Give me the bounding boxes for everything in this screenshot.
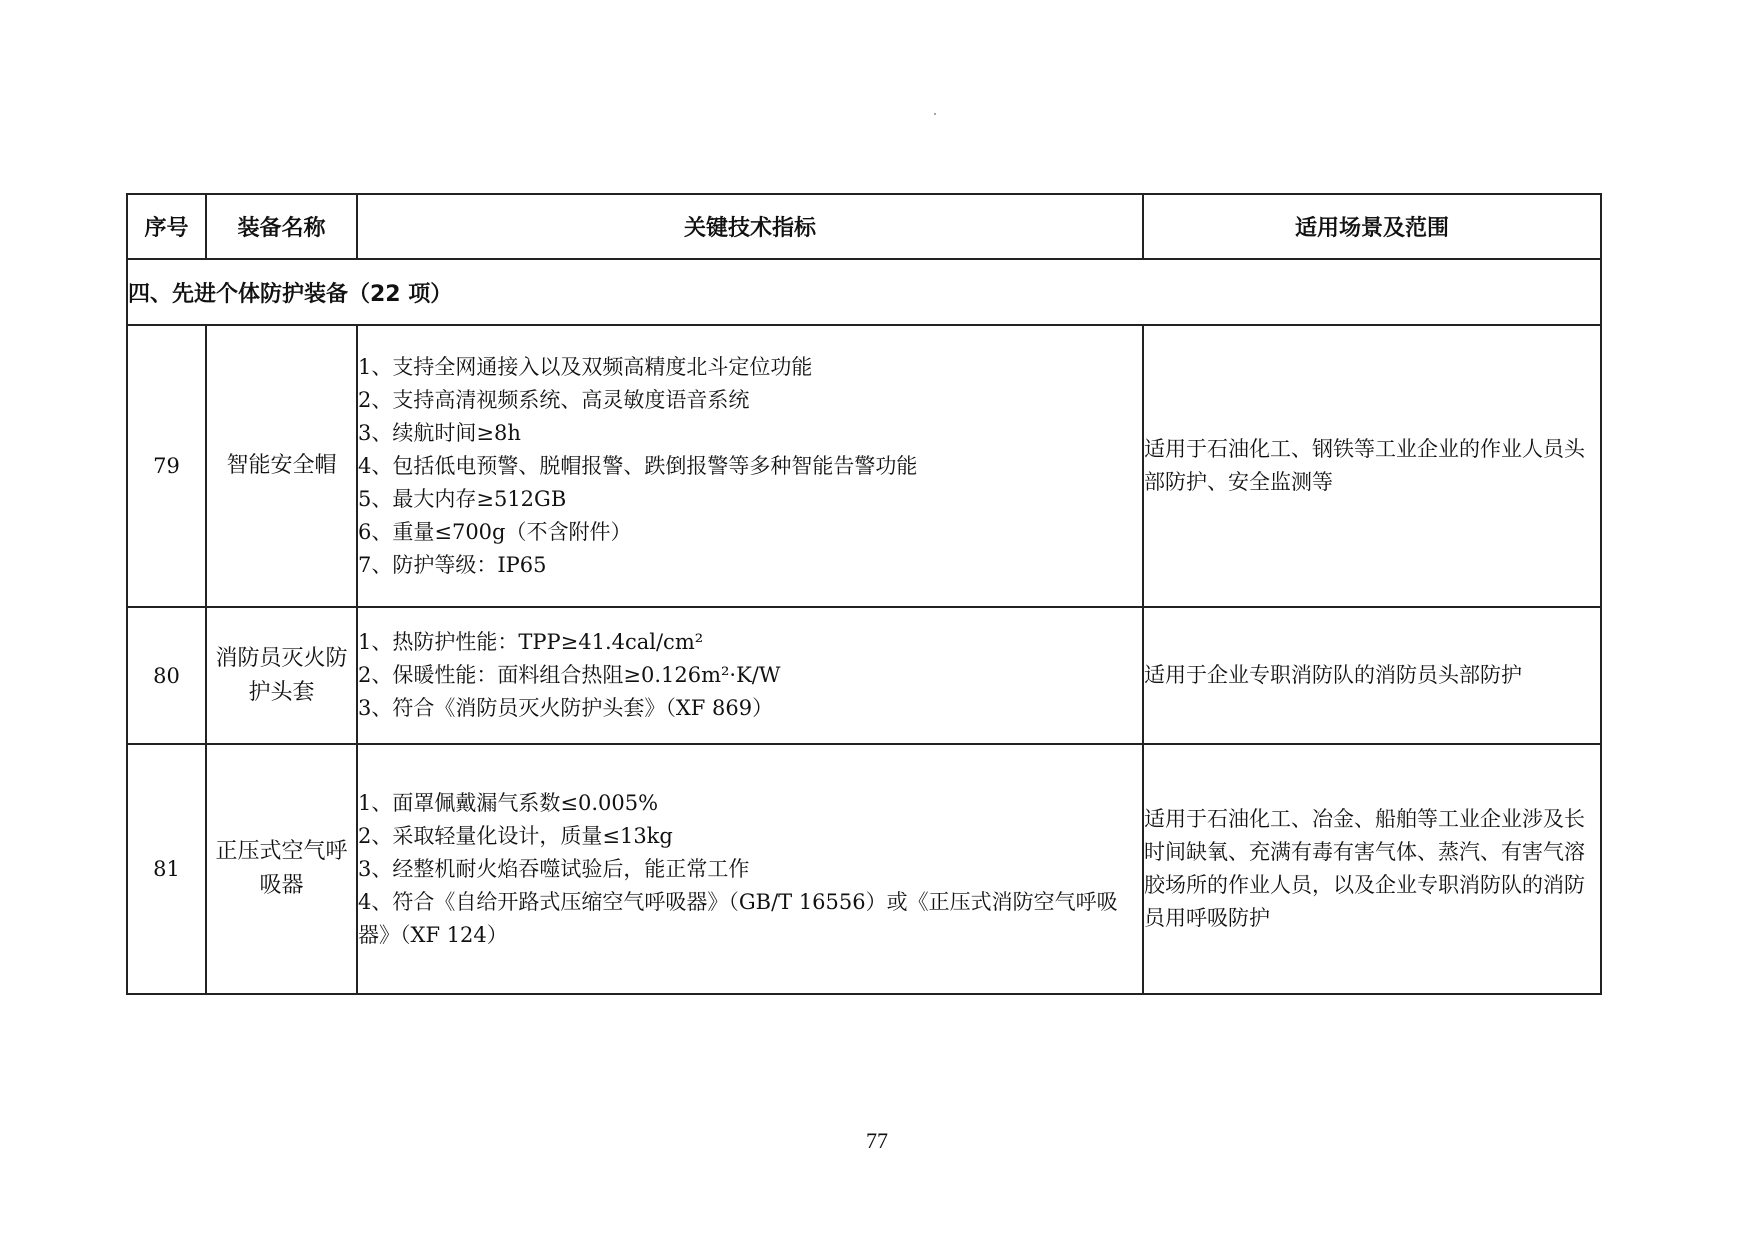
equipment-name: 智能安全帽	[206, 325, 357, 607]
spec-list	[358, 626, 1142, 725]
header-name: 装备名称	[206, 194, 357, 259]
spec-item: 6、重量≤700g（不含附件）	[358, 519, 632, 544]
scope-cell: 适用于企业专职消防队的消防员头部防护	[1143, 607, 1601, 744]
equipment-spec-table	[126, 193, 1602, 995]
spec-item: 3、续航时间≥8h	[358, 420, 521, 445]
spec-item: 1、热防护性能：TPP≥41.4cal/cm²	[358, 630, 704, 654]
spec-list	[358, 787, 1142, 952]
spec-item: 7、防护等级：IP65	[358, 552, 547, 577]
spec-item: 2、支持高清视频系统、高灵敏度语音系统	[358, 387, 750, 412]
table-row	[127, 607, 1601, 744]
scope-cell: 适用于石油化工、钢铁等工业企业的作业人员头部防护、安全监测等	[1143, 325, 1601, 607]
spec-item: 2、保暖性能：面料组合热阻≥0.126m²·K/W	[358, 663, 781, 687]
section-row	[127, 259, 1601, 325]
spec-cell	[357, 744, 1143, 994]
spec-item: 1、面罩佩戴漏气系数≤0.005%	[358, 790, 659, 815]
row-number: 79	[127, 325, 206, 607]
table-row	[127, 744, 1601, 994]
table-row	[127, 325, 1601, 607]
row-number: 81	[127, 744, 206, 994]
header-spec: 关键技术指标	[357, 194, 1143, 259]
spec-item: 3、符合《消防员灭火防护头套》（XF 869）	[358, 696, 774, 720]
spec-item: 1、支持全网通接入以及双频高精度北斗定位功能	[358, 354, 813, 379]
spec-cell	[357, 325, 1143, 607]
table-header-row	[127, 194, 1601, 259]
equipment-name: 消防员灭火防护头套	[206, 607, 357, 744]
section-title: 四、先进个体防护装备（22 项）	[127, 259, 1601, 325]
header-scope: 适用场景及范围	[1143, 194, 1601, 259]
row-number: 80	[127, 607, 206, 744]
spec-item: 2、采取轻量化设计，质量≤13kg	[358, 823, 673, 848]
spec-item: 5、最大内存≥512GB	[358, 486, 567, 511]
header-no: 序号	[127, 194, 206, 259]
spec-list	[358, 351, 1142, 582]
spec-item: 4、包括低电预警、脱帽报警、跌倒报警等多种智能告警功能	[358, 453, 918, 478]
equipment-name: 正压式空气呼吸器	[206, 744, 357, 994]
page-number: 77	[866, 1128, 888, 1153]
scope-cell: 适用于石油化工、冶金、船舶等工业企业涉及长时间缺氧、充满有毒有害气体、蒸汽、有害气溶胶场所的作业人员，以及企业专职消防队的消防员用呼吸防护	[1143, 744, 1601, 994]
spec-cell	[357, 607, 1143, 744]
spec-item: 3、经整机耐火焰吞噬试验后，能正常工作	[358, 856, 750, 881]
scan-speck	[934, 113, 936, 115]
spec-item: 4、符合《自给开路式压缩空气呼吸器》（GB/T 16556）或《正压式消防空气呼吸器》（XF 124）	[358, 889, 1118, 947]
